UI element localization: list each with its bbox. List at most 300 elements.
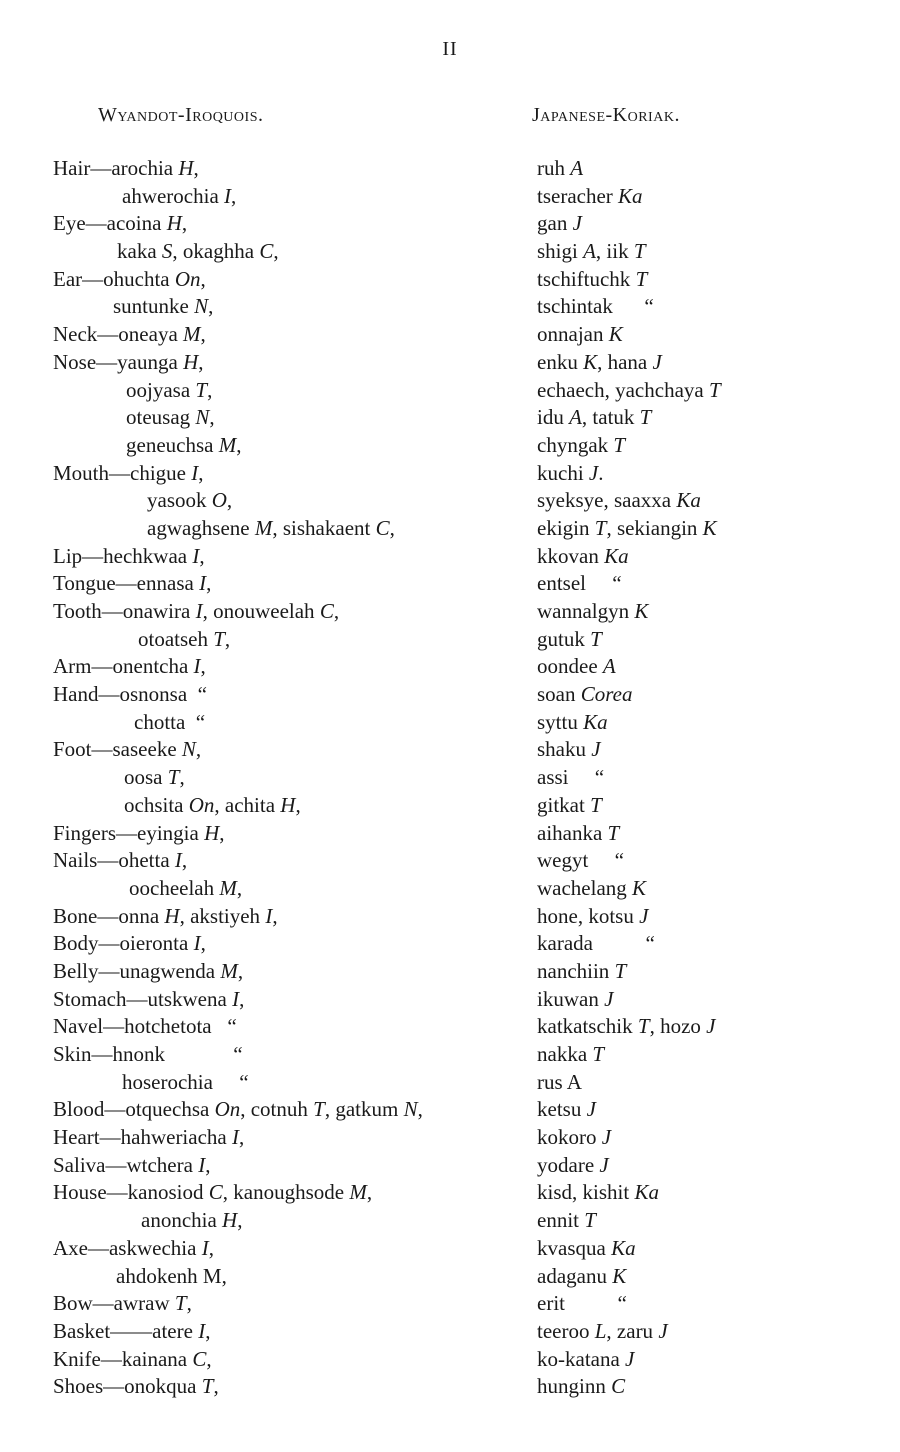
entry-text: , [224, 626, 231, 651]
source-abbreviation: H [166, 211, 182, 236]
right-entry-row [537, 293, 877, 321]
left-entry-row [0, 349, 530, 377]
right-entry-row [537, 903, 877, 931]
source-abbreviation: Ka [676, 488, 701, 513]
right-entry-row [537, 543, 877, 571]
left-entry-row [0, 404, 530, 432]
wyandot-iroquois-column [0, 155, 530, 1401]
entry-text: Ear—ohuchta [53, 266, 175, 291]
source-abbreviation: K [702, 515, 717, 540]
entry-text: , onouweelah [202, 599, 320, 623]
entry-text: hoserochia “ [122, 1069, 249, 1094]
right-entry-row [537, 1013, 877, 1041]
entry-text: , hana [597, 349, 653, 374]
entry-text: soan [537, 682, 581, 707]
entry-text: , zaru [606, 1318, 659, 1343]
source-abbreviation: T [594, 515, 607, 540]
entry-text: idu [537, 405, 570, 430]
entry-text: , [219, 820, 225, 845]
right-entry-row [537, 238, 877, 266]
entry-text: , cotnuh [240, 1097, 314, 1122]
source-abbreviation: On [214, 1097, 241, 1122]
left-entry-row [0, 958, 530, 986]
right-entry-row [537, 764, 877, 792]
entry-text: ochsita [124, 792, 189, 817]
entry-text: , [208, 294, 214, 319]
entry-text: , [237, 1208, 243, 1233]
entry-text: , akstiyeh [179, 903, 266, 928]
right-entry-row [537, 1346, 877, 1374]
entry-text: Mouth—chigue [53, 460, 192, 485]
entry-text: , [193, 156, 199, 180]
entry-text: Eye—acoina [53, 211, 167, 236]
left-entry-row [0, 460, 530, 488]
entry-text: Axe—askwechia [53, 1235, 202, 1260]
source-abbreviation: N [194, 294, 209, 319]
left-entry-row [0, 155, 530, 183]
left-entry-row [0, 598, 530, 626]
entry-text: entsel “ [537, 571, 622, 596]
source-abbreviation: T [590, 792, 602, 817]
right-entry-row [537, 210, 877, 238]
source-abbreviation: Ka [618, 183, 643, 208]
right-entry-row [537, 1096, 877, 1124]
entry-text: ketsu [537, 1097, 587, 1122]
source-abbreviation: Corea [580, 682, 633, 707]
source-abbreviation: M [218, 432, 237, 457]
source-abbreviation: J [639, 903, 649, 928]
source-abbreviation: I [193, 654, 201, 679]
entry-text: Basket——atere [53, 1318, 199, 1343]
entry-text: Skin—hnonk “ [53, 1042, 243, 1066]
entry-text: , [200, 931, 206, 956]
entry-text: Bow—awraw [53, 1291, 175, 1316]
left-entry-row [0, 930, 530, 958]
entry-text: , hozo [649, 1014, 707, 1039]
entry-text: Tongue—ennasa [53, 571, 200, 596]
entry-text: chotta “ [134, 709, 206, 734]
entry-text: , [236, 875, 243, 900]
source-abbreviation: I [199, 571, 207, 596]
entry-text: , [198, 349, 204, 374]
left-entry-row [0, 515, 530, 543]
entry-text: tschiftuchk [537, 266, 636, 291]
right-entry-row [537, 1373, 877, 1401]
left-entry-row [0, 432, 530, 460]
entry-text: shaku [537, 737, 592, 762]
source-abbreviation: K [612, 1263, 627, 1288]
entry-text: , [389, 515, 395, 540]
source-abbreviation: H [222, 1208, 238, 1233]
entry-text: echaech, yachchaya [537, 377, 709, 402]
entry-text: hunginn [537, 1374, 612, 1399]
left-entry-row [0, 653, 530, 681]
source-abbreviation: Ka [583, 709, 608, 734]
entry-text: Neck—oneaya [53, 322, 184, 347]
source-abbreviation: K [632, 875, 647, 900]
entry-text: gitkat [537, 792, 591, 817]
entry-text: , [209, 405, 215, 430]
entry-text: , [366, 1180, 373, 1205]
source-abbreviation: I [201, 1235, 209, 1260]
source-abbreviation: J [652, 349, 662, 374]
entry-text: ennit [537, 1208, 585, 1233]
entry-text: agwaghsene [147, 515, 255, 540]
right-entry-row [537, 653, 877, 681]
right-entry-row [537, 1207, 877, 1235]
source-abbreviation: I [192, 543, 200, 568]
entry-text: , [181, 211, 188, 236]
right-entry-row [537, 1263, 877, 1291]
right-entry-row [537, 432, 877, 460]
entry-text: , [206, 571, 212, 596]
entry-text: nanchiin [537, 958, 615, 983]
source-abbreviation: On [188, 792, 215, 817]
left-entry-row [0, 1069, 530, 1097]
entry-text: , [237, 958, 244, 983]
right-entry-row [537, 404, 877, 432]
left-entry-row [0, 1096, 530, 1124]
source-abbreviation: I [198, 1152, 206, 1177]
page-number: II [442, 38, 458, 60]
source-abbreviation: M [219, 875, 237, 900]
entry-text: , [198, 460, 204, 485]
source-abbreviation: C [192, 1346, 207, 1371]
left-entry-row [0, 764, 530, 792]
source-abbreviation: I [193, 931, 201, 956]
entry-text: , okaghha [172, 239, 260, 264]
entry-text: , [208, 1235, 214, 1260]
entry-text: . [598, 460, 604, 485]
entry-text: suntunke [113, 294, 195, 319]
entry-text: , kanoughsode [222, 1180, 350, 1205]
left-entry-row [0, 377, 530, 405]
right-entry-row [537, 1179, 877, 1207]
entry-text: , [205, 1152, 211, 1177]
right-entry-row [537, 681, 877, 709]
left-entry-row [0, 875, 530, 903]
left-entry-row [0, 847, 530, 875]
right-entry-row [537, 487, 877, 515]
entry-text: karada “ [537, 931, 655, 956]
entry-text: Blood—otquechsa [53, 1097, 215, 1122]
right-entry-row [537, 1069, 877, 1097]
source-abbreviation: I [191, 460, 199, 485]
right-entry-row [537, 321, 877, 349]
entry-text: ahwerochia [122, 183, 225, 208]
left-entry-row [0, 1235, 530, 1263]
right-entry-row [537, 598, 877, 626]
left-entry-row [0, 1041, 530, 1069]
source-abbreviation: J [658, 1318, 668, 1343]
source-abbreviation: T [614, 958, 627, 983]
entry-text: Arm—onentcha [53, 654, 194, 679]
entry-text: nakka [537, 1042, 593, 1066]
entry-text: ikuwan [537, 986, 605, 1011]
source-abbreviation: T [639, 405, 652, 430]
entry-text: Navel—hotchetota “ [53, 1014, 237, 1039]
right-entry-row [537, 183, 877, 211]
entry-text: Knife—kainana [53, 1346, 193, 1371]
right-entry-row [537, 515, 877, 543]
source-abbreviation: I [224, 183, 232, 208]
source-abbreviation: T [590, 626, 602, 651]
right-entry-row [537, 1152, 877, 1180]
entry-text: , [207, 377, 213, 402]
source-abbreviation: J [604, 986, 614, 1011]
entry-text: , [273, 239, 279, 264]
right-entry-row [537, 1235, 877, 1263]
source-abbreviation: M [349, 1180, 367, 1205]
entry-text: yasook [147, 488, 212, 513]
source-abbreviation: T [195, 377, 208, 402]
entry-text: Bone—onna [53, 903, 165, 928]
source-abbreviation: J [572, 211, 582, 236]
source-abbreviation: H [280, 792, 296, 817]
right-entry-row [537, 1318, 877, 1346]
entry-text: wannalgyn [537, 599, 635, 623]
right-entry-row [537, 155, 877, 183]
entry-text: , [238, 1125, 245, 1150]
source-abbreviation: T [592, 1042, 605, 1066]
left-entry-row [0, 709, 530, 737]
source-abbreviation: I [195, 599, 203, 623]
source-abbreviation: N [403, 1097, 418, 1122]
source-abbreviation: M [220, 958, 238, 983]
entry-text: Shoes—onokqua [53, 1374, 202, 1399]
left-entry-row [0, 1263, 530, 1291]
right-entry-row [537, 847, 877, 875]
entry-text: tschintak “ [537, 294, 654, 319]
entry-text: , [231, 183, 237, 208]
left-entry-row [0, 1152, 530, 1180]
source-abbreviation: A [583, 239, 596, 264]
source-abbreviation: A [602, 654, 616, 679]
source-abbreviation: I [174, 848, 182, 873]
source-abbreviation: J [601, 1125, 612, 1150]
entry-text: , [333, 599, 340, 623]
left-entry-row [0, 293, 530, 321]
entry-text: , [181, 848, 188, 873]
entry-text: , [236, 432, 242, 457]
entry-text: , [200, 654, 206, 679]
left-entry-row [0, 1373, 530, 1401]
entry-text: oteusag [126, 405, 196, 430]
entry-text: adaganu [537, 1263, 613, 1288]
right-entry-row [537, 460, 877, 488]
right-entry-row [537, 266, 877, 294]
entry-text: kokoro [537, 1125, 602, 1150]
entry-text: Heart—hahweriacha [53, 1125, 232, 1150]
entry-text: chyngak [537, 432, 614, 457]
left-entry-row [0, 1346, 530, 1374]
right-entry-row [537, 986, 877, 1014]
source-abbreviation: J [586, 1097, 596, 1122]
entry-text: rus A [537, 1069, 582, 1094]
source-abbreviation: T [201, 1374, 214, 1399]
entry-text: syttu [537, 709, 584, 734]
entry-text: tseracher [537, 183, 619, 208]
entry-text: shigi [537, 239, 584, 264]
entry-text: katkatschik [537, 1014, 638, 1039]
left-entry-row [0, 1290, 530, 1318]
left-entry-row [0, 986, 530, 1014]
entry-text: syeksye, saaxxa [537, 488, 677, 513]
entry-text: kaka [117, 239, 162, 264]
source-abbreviation: K [608, 322, 623, 347]
entry-text: , tatuk [581, 405, 640, 430]
source-abbreviation: T [637, 1014, 650, 1039]
entry-text: Body—oieronta [53, 931, 194, 956]
entry-text: kuchi [537, 460, 589, 485]
source-abbreviation: T [167, 765, 180, 790]
right-entry-row [537, 626, 877, 654]
source-abbreviation: T [635, 266, 648, 291]
entry-text: , [200, 322, 206, 347]
source-abbreviation: J [706, 1014, 716, 1039]
entry-text: , [195, 737, 202, 762]
left-entry-row [0, 543, 530, 571]
source-abbreviation: I [198, 1318, 206, 1343]
entry-text: wachelang [537, 875, 633, 900]
source-abbreviation: Ka [604, 543, 629, 568]
source-abbreviation: C [259, 239, 274, 264]
source-abbreviation: H [204, 820, 220, 845]
entry-text: gutuk [537, 626, 591, 651]
right-entry-row [537, 709, 877, 737]
right-entry-row [537, 792, 877, 820]
source-abbreviation: S [161, 239, 173, 264]
entry-text: Lip—hechkwaa [53, 543, 193, 568]
entry-text: , [206, 1346, 212, 1371]
left-entry-row [0, 792, 530, 820]
right-entry-row [537, 349, 877, 377]
entry-text: , [417, 1097, 423, 1122]
right-entry-row [537, 1041, 877, 1069]
entry-text: kkovan [537, 543, 605, 568]
entry-text: wegyt “ [537, 848, 624, 873]
entry-text: , sishakaent [272, 515, 376, 540]
left-entry-row [0, 487, 530, 515]
left-entry-row [0, 1013, 530, 1041]
entry-text: Tooth—onawira [53, 599, 196, 623]
source-abbreviation: H [164, 903, 180, 928]
entry-text: , [226, 488, 233, 513]
source-abbreviation: O [211, 488, 227, 513]
right-entry-row [537, 820, 877, 848]
source-abbreviation: J [599, 1152, 609, 1177]
entry-text: ahdokenh M, [116, 1263, 227, 1288]
source-abbreviation: I [231, 1125, 239, 1150]
entry-text: geneuchsa [126, 432, 219, 457]
left-entry-row [0, 266, 530, 294]
entry-text: , [199, 543, 205, 568]
entry-text: , [272, 903, 278, 928]
source-abbreviation: L [594, 1318, 607, 1343]
entry-text: Fingers—eyingia [53, 820, 205, 845]
entry-text: Nose—yaunga [53, 349, 184, 374]
entry-text: , gatkum [324, 1097, 404, 1122]
right-entry-row [537, 570, 877, 598]
source-abbreviation: T [174, 1291, 187, 1316]
japanese-koriak-column [537, 155, 877, 1401]
entry-text: oondee [537, 654, 603, 679]
source-abbreviation: C [319, 599, 334, 623]
right-entry-row [537, 930, 877, 958]
entry-text: Stomach—utskwena [53, 986, 233, 1011]
source-abbreviation: T [313, 1097, 325, 1122]
entry-text: aihanka [537, 820, 608, 845]
right-entry-row [537, 958, 877, 986]
left-entry-row [0, 570, 530, 598]
entry-text: , [200, 266, 206, 291]
entry-text: , [239, 986, 245, 1011]
entry-text: House—kanosiod [53, 1180, 209, 1205]
entry-text: oocheelah [129, 875, 220, 900]
source-abbreviation: N [181, 737, 196, 762]
source-abbreviation: K [583, 349, 598, 374]
source-abbreviation: M [254, 515, 273, 540]
right-entry-row [537, 1124, 877, 1152]
source-abbreviation: T [213, 626, 225, 651]
left-entry-row [0, 183, 530, 211]
source-abbreviation: H [178, 156, 194, 180]
source-abbreviation: I [265, 903, 273, 928]
entry-text: ko-katana [537, 1346, 626, 1371]
left-entry-row [0, 736, 530, 764]
left-column-heading: Wyandot-Iroquois. [98, 104, 264, 126]
entry-text: gan [537, 211, 573, 236]
entry-text: , [295, 792, 301, 817]
source-abbreviation: N [195, 405, 210, 430]
source-abbreviation: H [183, 349, 199, 374]
left-entry-row [0, 321, 530, 349]
entry-text: Foot—saseeke [53, 737, 182, 762]
source-abbreviation: Ka [634, 1180, 659, 1205]
left-entry-row [0, 210, 530, 238]
source-abbreviation: T [708, 377, 721, 402]
entry-text: Saliva—wtchera [53, 1152, 199, 1177]
source-abbreviation: I [232, 986, 240, 1011]
entry-text: , iik [595, 239, 634, 264]
entry-text: oojyasa [126, 377, 196, 402]
left-entry-row [0, 626, 530, 654]
entry-text: Belly—unagwenda [53, 958, 221, 983]
left-entry-row [0, 1179, 530, 1207]
source-abbreviation: On [174, 266, 201, 291]
entry-text: kvasqua [537, 1235, 612, 1260]
right-entry-row [537, 1290, 877, 1318]
source-abbreviation: J [588, 460, 599, 485]
source-abbreviation: T [633, 239, 646, 264]
entry-text: erit “ [537, 1291, 627, 1316]
entry-text: teeroo [537, 1318, 595, 1343]
source-abbreviation: T [613, 432, 626, 457]
left-entry-row [0, 1124, 530, 1152]
entry-text: Hair—arochia [53, 156, 179, 180]
left-entry-row [0, 238, 530, 266]
source-abbreviation: M [183, 322, 201, 347]
left-entry-row [0, 903, 530, 931]
entry-text: oosa [124, 765, 168, 790]
source-abbreviation: J [625, 1346, 635, 1371]
entry-text: ruh [537, 156, 571, 180]
entry-text: , [205, 1318, 211, 1343]
entry-text: enku [537, 349, 584, 374]
entry-text: Nails—ohetta [53, 848, 175, 873]
entry-text: ekigin [537, 515, 595, 540]
right-entry-row [537, 875, 877, 903]
